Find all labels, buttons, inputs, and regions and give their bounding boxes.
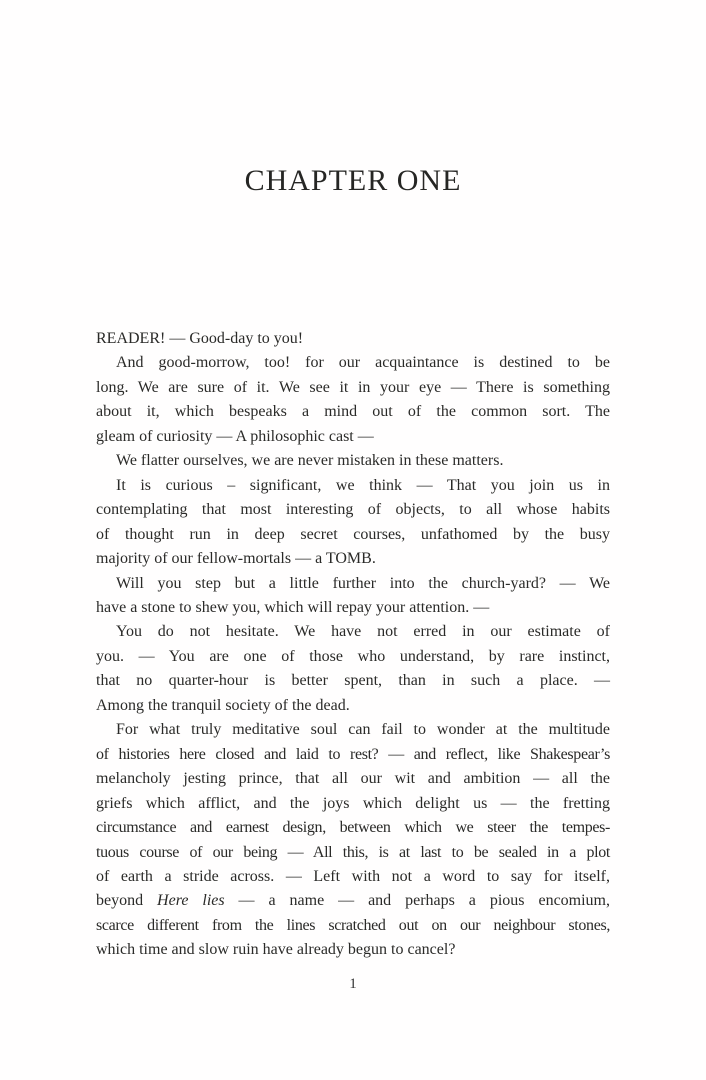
chapter-title: CHAPTER ONE: [244, 164, 462, 197]
paragraph: [96, 620, 610, 718]
text-line: Will you step but a little further into the church-yard? — We: [116, 574, 610, 592]
text-line: of thought run in deep secret courses, unfathomed by the busy: [96, 525, 610, 543]
text-line: Among the tranquil society of the dead.: [96, 696, 350, 714]
text-line: And good-morrow, too! for our acquaintance is destined to be: [116, 354, 610, 372]
paragraph: [96, 351, 610, 449]
text-line: melancholy jesting prince, that all our wit and ambition — all the: [96, 770, 610, 788]
text-line: contemplating that most interesting of objects, to all whose habits: [96, 501, 610, 519]
text-line: griefs which afflict, and the joys which delight us — the fretting: [96, 794, 610, 812]
paragraph: [96, 474, 610, 572]
text-line: of earth a stride across. — Left with not a word to say for itself,: [96, 867, 610, 885]
text-line: You do not hesitate. We have not erred in our estimate of: [116, 623, 610, 641]
text-line: We flatter ourselves, we are never mistaken in these matters.: [116, 452, 504, 470]
text-line: majority of our fellow-mortals — a TOMB.: [96, 550, 376, 568]
text-segment: — a name — and perhaps a pious encomium,: [224, 892, 611, 910]
page-number: 1: [349, 976, 357, 992]
text-line: about it, which bespeaks a mind out of the common sort. The: [96, 403, 610, 421]
text-line: of histories here closed and laid to rest? — and reflect, like Shakespear’s: [96, 745, 610, 763]
paragraph: [96, 718, 610, 963]
text-line: [96, 889, 610, 913]
text-line: which time and slow ruin have already begun to cancel?: [96, 941, 456, 959]
paragraph: [96, 572, 610, 621]
text-line: circumstance and earnest design, between which we steer the tempes-: [96, 819, 610, 837]
text-line: It is curious – significant, we think — That you join us in: [116, 476, 610, 494]
text-line: tuous course of our being — All this, is at last to be sealed in a plot: [96, 843, 610, 861]
text-line: have a stone to shew you, which will repay your attention. —: [96, 598, 490, 616]
text-line: gleam of curiosity — A philosophic cast —: [96, 427, 374, 445]
italic-phrase: Here lies: [157, 892, 225, 910]
text-line: long. We are sure of it. We see it in your eye — There is something: [96, 378, 610, 396]
text-line: For what truly meditative soul can fail to wonder at the multitude: [116, 721, 610, 739]
text-line: you. — You are one of those who understand, by rare instinct,: [96, 647, 610, 665]
body-text: [96, 327, 610, 963]
text-line: READER! — Good-day to you!: [96, 330, 304, 347]
paragraph: [96, 327, 610, 351]
text-line: that no quarter-hour is better spent, than in such a place. —: [96, 672, 610, 690]
text-segment: beyond: [96, 892, 158, 910]
paragraph: [96, 449, 610, 473]
text-line: scarce different from the lines scratched out on our neighbour stones,: [96, 916, 610, 934]
